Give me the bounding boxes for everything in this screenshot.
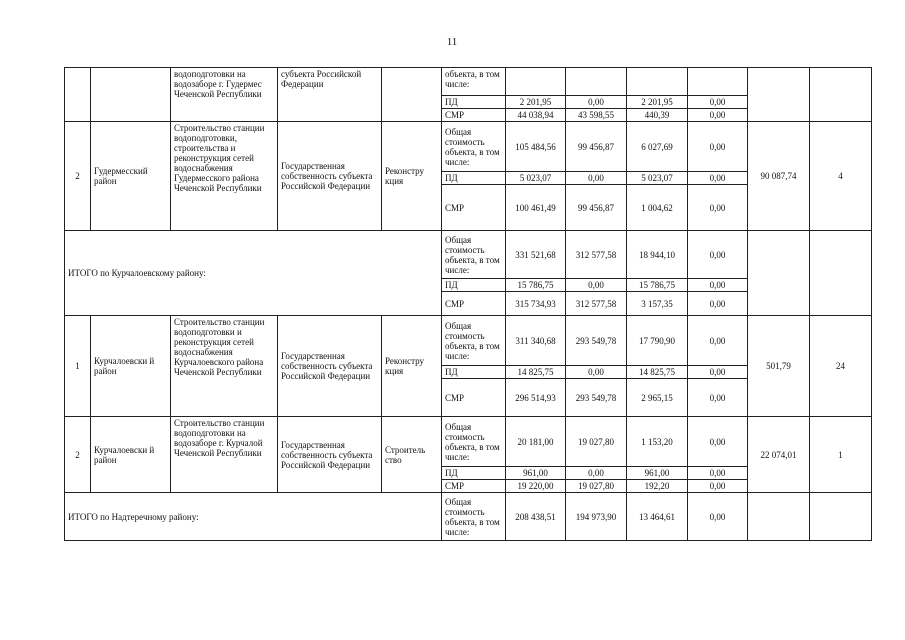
cost-federal: 19 027,80	[566, 480, 627, 493]
object-name: Строительство станции водоподготовки, строительства и реконструкция сетей водоснабжения Гудермесского района Чеченской Республики	[171, 122, 278, 231]
count	[810, 231, 872, 316]
cost-label: СМР	[442, 109, 506, 122]
cost-label: Общая стоимость объекта, в том числе:	[442, 417, 506, 467]
work-type: Строитель ство	[382, 417, 442, 493]
cost-other: 0,00	[688, 109, 748, 122]
page-number: 11	[446, 36, 458, 48]
object-name: Строительство станции водоподготовки на водозаборе г. Курчалой Чеченской Республики	[171, 417, 278, 493]
work-type: Реконстру кция	[382, 122, 442, 231]
object-name: Строительство станции водоподготовки и реконструкция сетей водоснабжения Курчалоевского района Чеченской Республики	[171, 316, 278, 417]
cost-label: ПД	[442, 279, 506, 292]
cost-federal: 0,00	[566, 96, 627, 109]
cost-label: объекта, в том числе:	[442, 68, 506, 96]
capacity: 90 087,74	[748, 122, 810, 231]
cost-other: 0,00	[688, 96, 748, 109]
capacity	[748, 68, 810, 122]
cost-regional: 17 790,90	[627, 316, 688, 366]
cost-regional: 6 027,69	[627, 122, 688, 172]
cost-other: 0,00	[688, 467, 748, 480]
cost-regional: 13 464,61	[627, 493, 688, 541]
cost-label: СМР	[442, 292, 506, 316]
owner: субъекта Российской Федерации	[278, 68, 382, 122]
cost-federal: 0,00	[566, 279, 627, 292]
cost-federal: 99 456,87	[566, 122, 627, 172]
cost-federal: 19 027,80	[566, 417, 627, 467]
cost-regional: 3 157,35	[627, 292, 688, 316]
cost-label: ПД	[442, 172, 506, 185]
investment-table	[64, 67, 872, 541]
district: Курчалоевски й район	[91, 417, 171, 493]
owner: Государственная собственность субъекта Российской Федерации	[278, 316, 382, 417]
table-row	[65, 231, 872, 279]
table-row	[65, 493, 872, 541]
cost-total	[506, 68, 566, 96]
work-type: Реконстру кция	[382, 316, 442, 417]
cost-regional: 1 004,62	[627, 185, 688, 231]
cost-label: СМР	[442, 185, 506, 231]
cost-regional: 961,00	[627, 467, 688, 480]
district: Гудермесский район	[91, 122, 171, 231]
cost-other: 0,00	[688, 185, 748, 231]
cost-other: 0,00	[688, 172, 748, 185]
cost-other: 0,00	[688, 292, 748, 316]
work-type	[382, 68, 442, 122]
owner: Государственная собственность субъекта Российской Федерации	[278, 122, 382, 231]
cost-other: 0,00	[688, 316, 748, 366]
cost-label: Общая стоимость объекта, в том числе:	[442, 316, 506, 366]
district: Курчалоевски й район	[91, 316, 171, 417]
cost-regional: 2 965,15	[627, 379, 688, 417]
cost-regional: 18 944,10	[627, 231, 688, 279]
cost-total: 315 734,93	[506, 292, 566, 316]
object-name: водоподготовки на водозаборе г. Гудермес Чеченской Республики	[171, 68, 278, 122]
cost-federal	[566, 68, 627, 96]
cost-other: 0,00	[688, 279, 748, 292]
cost-federal: 194 973,90	[566, 493, 627, 541]
cost-total: 20 181,00	[506, 417, 566, 467]
cost-federal: 312 577,58	[566, 231, 627, 279]
cost-label: СМР	[442, 480, 506, 493]
capacity	[748, 231, 810, 316]
cost-federal: 0,00	[566, 467, 627, 480]
cost-other: 0,00	[688, 493, 748, 541]
cost-label: ПД	[442, 467, 506, 480]
capacity: 22 074,01	[748, 417, 810, 493]
cost-regional	[627, 68, 688, 96]
cost-other	[688, 68, 748, 96]
total-label: ИТОГО по Надтеречному району:	[65, 493, 442, 541]
count: 4	[810, 122, 872, 231]
cost-regional: 192,20	[627, 480, 688, 493]
cost-regional: 14 825,75	[627, 366, 688, 379]
table-row	[65, 122, 872, 172]
row-number: 2	[65, 122, 91, 231]
cost-regional: 1 153,20	[627, 417, 688, 467]
cost-total: 19 220,00	[506, 480, 566, 493]
cost-other: 0,00	[688, 231, 748, 279]
cost-total: 331 521,68	[506, 231, 566, 279]
cost-other: 0,00	[688, 122, 748, 172]
row-number: 1	[65, 316, 91, 417]
cost-total: 15 786,75	[506, 279, 566, 292]
cost-other: 0,00	[688, 379, 748, 417]
cost-federal: 293 549,78	[566, 379, 627, 417]
count	[810, 493, 872, 541]
cost-regional: 15 786,75	[627, 279, 688, 292]
cost-total: 961,00	[506, 467, 566, 480]
cost-regional: 2 201,95	[627, 96, 688, 109]
capacity: 501,79	[748, 316, 810, 417]
cost-total: 14 825,75	[506, 366, 566, 379]
table-row	[65, 316, 872, 366]
cost-other: 0,00	[688, 417, 748, 467]
cost-federal: 312 577,58	[566, 292, 627, 316]
total-label: ИТОГО по Курчалоевскому району:	[65, 231, 442, 316]
table-row	[65, 417, 872, 467]
cost-other: 0,00	[688, 480, 748, 493]
cost-total: 208 438,51	[506, 493, 566, 541]
cost-total: 5 023,07	[506, 172, 566, 185]
row-number: 2	[65, 417, 91, 493]
capacity	[748, 493, 810, 541]
cost-federal: 99 456,87	[566, 185, 627, 231]
cost-federal: 43 598,55	[566, 109, 627, 122]
owner: Государственная собственность субъекта Российской Федерации	[278, 417, 382, 493]
cost-regional: 5 023,07	[627, 172, 688, 185]
cost-label: ПД	[442, 96, 506, 109]
district	[91, 68, 171, 122]
cost-federal: 0,00	[566, 366, 627, 379]
cost-total: 44 038,94	[506, 109, 566, 122]
cost-total: 2 201,95	[506, 96, 566, 109]
cost-label: Общая стоимость объекта, в том числе:	[442, 493, 506, 541]
cost-label: ПД	[442, 366, 506, 379]
cost-total: 311 340,68	[506, 316, 566, 366]
row-number	[65, 68, 91, 122]
cost-total: 105 484,56	[506, 122, 566, 172]
cost-label: Общая стоимость объекта, в том числе:	[442, 231, 506, 279]
cost-total: 296 514,93	[506, 379, 566, 417]
cost-federal: 0,00	[566, 172, 627, 185]
table-row	[65, 68, 872, 96]
count: 1	[810, 417, 872, 493]
cost-label: СМР	[442, 379, 506, 417]
cost-other: 0,00	[688, 366, 748, 379]
cost-federal: 293 549,78	[566, 316, 627, 366]
cost-regional: 440,39	[627, 109, 688, 122]
cost-total: 100 461,49	[506, 185, 566, 231]
cost-label: Общая стоимость объекта, в том числе:	[442, 122, 506, 172]
count: 24	[810, 316, 872, 417]
count	[810, 68, 872, 122]
